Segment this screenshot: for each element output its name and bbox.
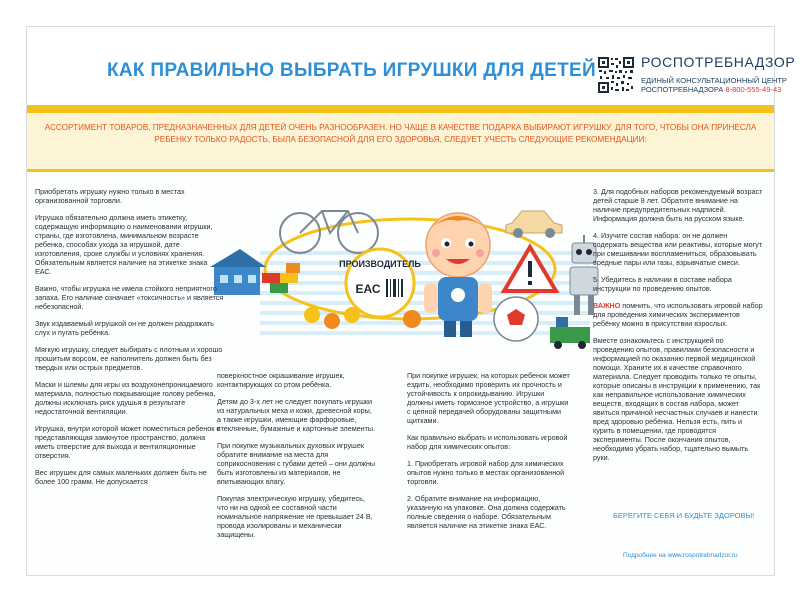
bicycle-icon bbox=[280, 211, 378, 253]
slogan: БЕРЕГИТЕ СЕБЯ И БУДЬТЕ ЗДОРОВЫ! bbox=[613, 511, 755, 520]
page-title: КАК ПРАВИЛЬНО ВЫБРАТЬ ИГРУШКИ ДЛЯ ДЕТЕЙ bbox=[107, 60, 596, 81]
col2-paragraph: Детям до 3-х лет не следует покупать игрушки из натуральных меха и кожи, древесной коры, а также игрушки, имеющие фарфоровые, стеклянные, бумажные и картонные элементы. bbox=[217, 397, 376, 433]
col1-paragraph: Маски и шлемы для игры из воздухонепроницаемого материала, полностью покрывающие голову ребенка, должны исключать риск удушья в результате недостаточной вентиляции. bbox=[35, 380, 216, 416]
col4-paragraph: Вместе ознакомьтесь с инструкцией по проведению опытов, правилами безопасности и информацией по оказанию первой медицинской помощи. Храните их в качестве справочного материала. Следует проводить только те опыты, которые описаны в инструкции к применению, так как неправильное использование химических веществ, входящих в состав набора, может явиться причиной несчастных случаев и нанести вред здоровью ребёнка. Нельзя есть, пить и курить в помещении, где проводятся эксперименты. После окончания опытов, необходимо убрать набор, тщательно вымыть руки. bbox=[593, 336, 761, 462]
toys-illustration bbox=[200, 187, 600, 357]
producer-sign bbox=[339, 249, 421, 317]
col3-paragraph: 2. Обратите внимание на информацию, указанную на упаковке. Она должна содержать полные сведения о наборе. Обязательным является наличие на этикетке знака ЕАС. bbox=[407, 494, 566, 530]
warning-text: помнить, что использовать игровой набор для проведения химических экспериментов ребёнку можно в присутствии взрослых. bbox=[593, 301, 763, 328]
toy-car-icon bbox=[506, 211, 562, 238]
column-4 bbox=[593, 187, 763, 470]
intro-text: АССОРТИМЕНТ ТОВАРОВ, ПРЕДНАЗНАЧЕННЫХ ДЛЯ ДЕТЕЙ ОЧЕНЬ РАЗНООБРАЗЕН. НО ЧАЩЕ В КАЧЕСТВЕ ПОДАРКА ВЫБИРАЮТ ИГРУШКУ. ДЛЯ ТОГО, ЧТОБЫ ОНА ПРИНЕСЛА РЕБЕНКУ ТОЛЬКО РАДОСТЬ, БЫЛА БЕЗОПАСНОЙ ДЛЯ ЕГО ЗДОРОВЬЯ, СЛЕДУЕТ УЧЕСТЬ СЛЕДУЮЩИЕ РЕКОМЕНДАЦИИ: bbox=[44, 123, 757, 144]
producer-label: ПРОИЗВОДИТЕЛЬ bbox=[339, 259, 421, 269]
poster-frame bbox=[26, 26, 796, 576]
hotline-phone[interactable]: 8-800-555-49-43 bbox=[725, 85, 782, 94]
col1-paragraph: Мягкую игрушку, следует выбирать с плотным и хорошо прошитым ворсом, ее наполнитель должен быть без твердых или острых предметов. bbox=[35, 345, 223, 372]
col3-paragraph: Как правильно выбрать и использовать игровой набор для химических опытов: bbox=[407, 433, 568, 451]
col3-paragraph: При покупке игрушек, на которых ребенок может ездить, необходимо проверить их прочность и устойчивость к опрокидыванию. Игрушки должны иметь тормозное устройство, а игрушки с цепной передачей оборудованы защитными щитками. bbox=[407, 371, 570, 425]
col1-paragraph: Важно, чтобы игрушка не имела стойкого неприятного запаха. Его наличие означает «токсичность» и является небезопасной. bbox=[35, 284, 224, 311]
org-name: РОСПОТРЕБНАДЗОР bbox=[641, 54, 796, 70]
qr-code-icon[interactable] bbox=[597, 56, 635, 94]
col2-paragraph: поверхностное окрашивание игрушек, контактирующих со ртом ребёнка. bbox=[217, 371, 345, 389]
column-2 bbox=[217, 371, 377, 547]
org-sub-line2: РОСПОТРЕБНАДЗОРА bbox=[641, 85, 724, 94]
col1-paragraph: Приобретать игрушку нужно только в местах организованной торговли. bbox=[35, 187, 185, 205]
eac-mark: ЕАС bbox=[355, 282, 381, 296]
intro-banner bbox=[27, 113, 774, 169]
col1-paragraph: Вес игрушек для самых маленьких должен быть не более 100 грамм. Не допускается bbox=[35, 468, 207, 486]
divider-bottom bbox=[27, 169, 774, 172]
footer-link[interactable]: Подробнее на www.rospotrebnadzor.ru bbox=[623, 552, 738, 559]
org-sub-line1: ЕДИНЫЙ КОНСУЛЬТАЦИОННЫЙ ЦЕНТР bbox=[641, 76, 787, 85]
col4-warning bbox=[593, 301, 763, 328]
col4-paragraph: 3. Для подобных наборов рекомендуемый возраст детей старше 8 лет. Обратите внимание на наличие предупредительных надписей. Информация должна быть на русском языке. bbox=[593, 187, 763, 223]
col1-paragraph: Игрушка, внутри которой может поместиться ребенок и представляющая замкнутое пространство, должна иметь отверстие для выхода и вентиляционные отверстия. bbox=[35, 424, 221, 460]
toy-bricks-icon bbox=[262, 263, 300, 293]
important-label: ВАЖНО bbox=[593, 301, 621, 310]
soccer-ball-icon bbox=[494, 297, 538, 341]
col1-paragraph: Игрушка обязательно должна иметь этикетку, содержащую информацию о наименовании игрушки, страны, где изготовлена, минимальном возрасте ребенка, способах ухода за игрушкой, дате изготовления, сроке службы и условиях хранения. Обязательным является наличие на этикетке знака ЕАС. bbox=[35, 213, 213, 276]
column-3 bbox=[407, 371, 572, 538]
col4-paragraph: 5. Убедитесь в наличии в составе набора инструкции по проведению опытов. bbox=[593, 275, 732, 293]
col1-paragraph: Звук издаваемый игрушкой он не должен раздражать слух и пугать ребёнка. bbox=[35, 319, 214, 337]
divider-top bbox=[27, 105, 774, 113]
column-1 bbox=[35, 187, 225, 494]
col2-paragraph: Покупая электрическую игрушку, убедитесь, что ни на одной ее составной части номинальное напряжение не превышает 24 В, провода изолированы и механически защищены. bbox=[217, 494, 373, 539]
header bbox=[27, 27, 796, 105]
col2-paragraph: При покупке музыкальных духовых игрушек обратите внимание на места для соприкосновения с губами детей – они должны быть изготовлены из материалов, не впитывающих влагу. bbox=[217, 441, 376, 486]
org-subtitle bbox=[641, 76, 787, 94]
col3-paragraph: 1. Приобретать игровой набор для химических опытов нужно только в местах организованной торговли. bbox=[407, 459, 565, 486]
col4-paragraph: 4. Изучите состав набора: он не должен содержать вещества или реактивы, которые могут при смешивании воспламениться, образовывать вредные пары или газы, взрывчатые смеси. bbox=[593, 231, 763, 267]
